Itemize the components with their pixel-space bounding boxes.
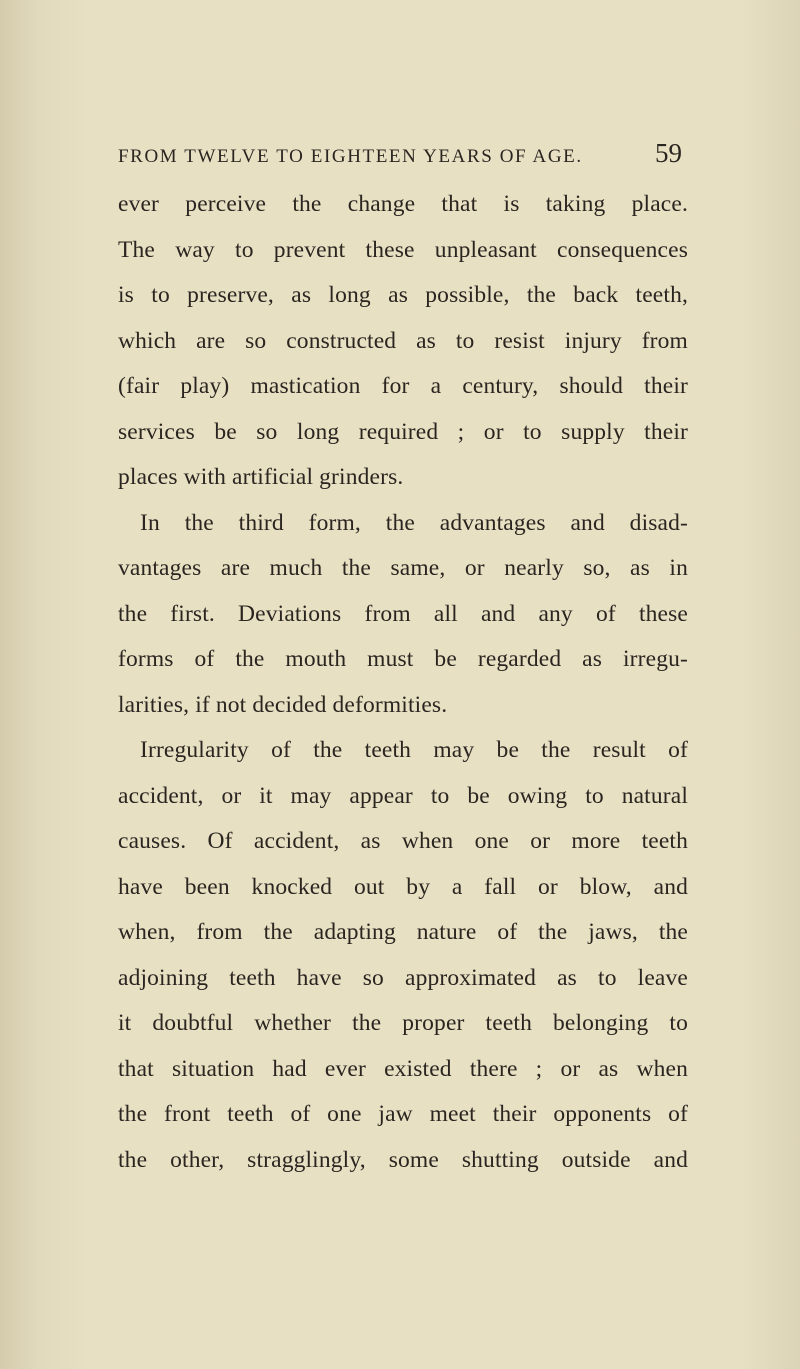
text-line: the other, stragglingly, some shutting outside and [118,1146,688,1173]
text-line: larities, if not decided deformities. [118,691,448,718]
text-line: ever perceive the change that is taking place. [118,191,688,217]
text-line: the first. Deviations from all and any of these [118,600,688,627]
text-line: forms of the mouth must be regarded as irregu- [118,646,688,672]
text-line: causes. Of accident, as when one or more teeth [118,828,688,854]
text-line: which are so constructed as to resist injury from [118,327,688,354]
text-line: services be so long required ; or to supply their [118,418,688,445]
text-line: places with artificial grinders. [118,464,404,490]
text-line: that situation had ever existed there ; or as when [118,1055,688,1082]
page-number: 59 [655,138,682,168]
text-line: when, from the adapting nature of the jaws, the [118,919,688,945]
running-head [118,138,688,178]
text-line: The way to prevent these unpleasant consequences [118,236,688,263]
text-line: In the third form, the advantages and disad- [140,509,688,536]
text-line: the front teeth of one jaw meet their opponents of [118,1101,688,1127]
text-line: (fair play) mastication for a century, should their [118,373,688,399]
text-line: it doubtful whether the proper teeth belonging to [118,1010,688,1036]
running-title: FROM TWELVE TO EIGHTEEN YEARS OF AGE. [118,146,583,167]
text-line: Irregularity of the teeth may be the result of [140,737,688,763]
text-line: vantages are much the same, or nearly so, as in [118,555,688,581]
text-line: have been knocked out by a fall or blow, and [118,873,688,900]
text-line: accident, or it may appear to be owing to natural [118,782,688,809]
text-line: is to preserve, as long as possible, the back teeth, [118,282,688,308]
text-line: adjoining teeth have so approximated as to leave [118,964,688,991]
